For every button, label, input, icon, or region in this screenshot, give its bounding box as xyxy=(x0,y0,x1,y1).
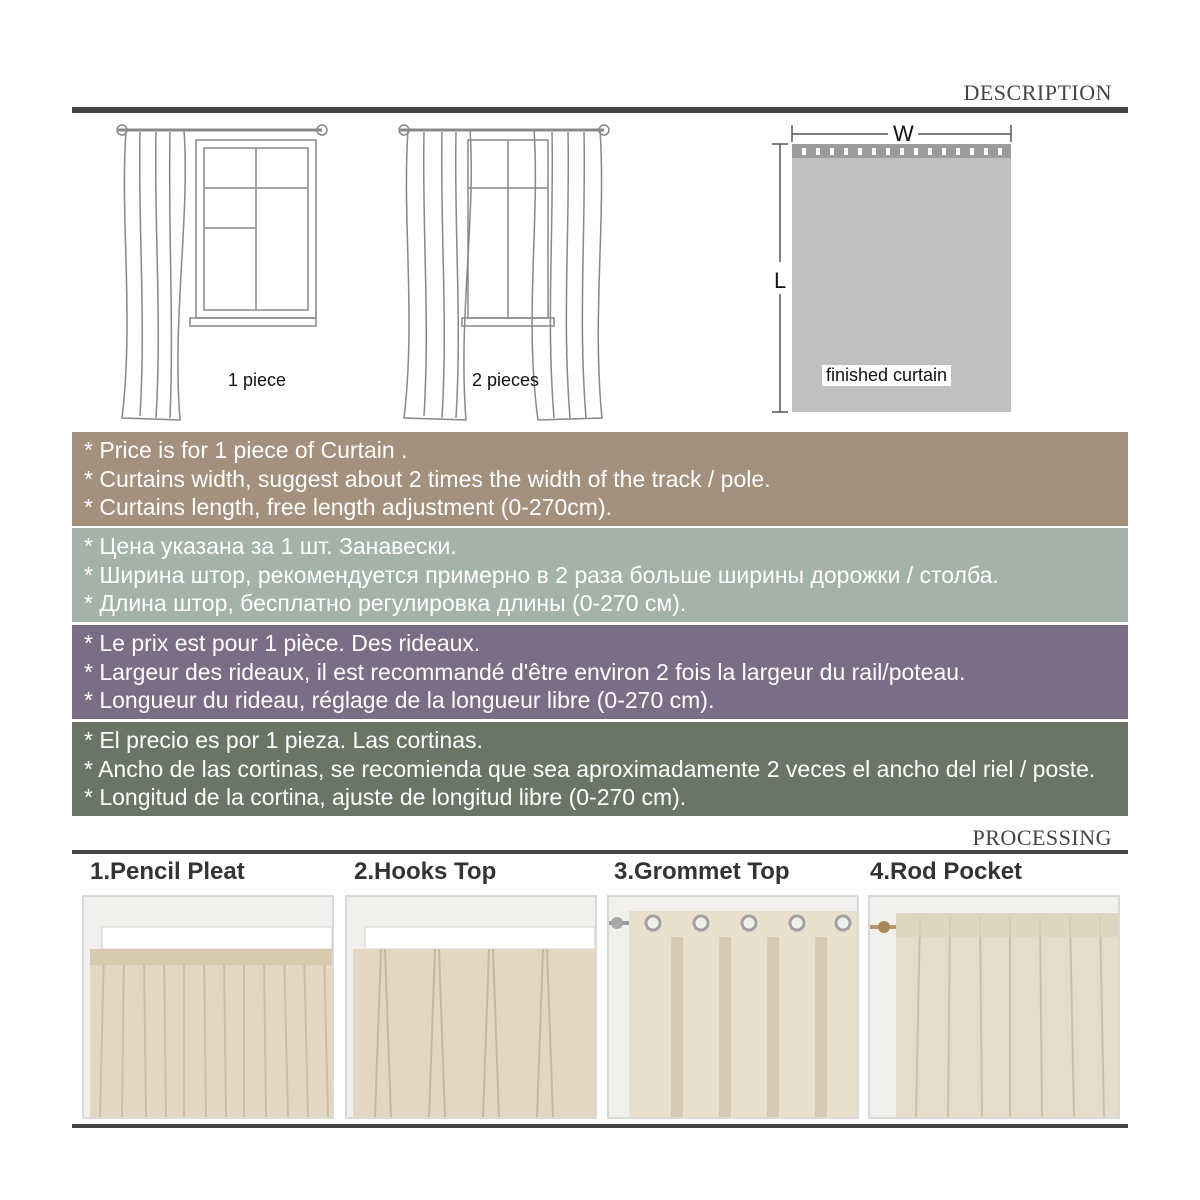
processing-heading: PROCESSING xyxy=(972,825,1112,850)
info-line: * Ancho de las cortinas, se recomienda que sea aproximadamente 2 veces el ancho del riel / poste. xyxy=(84,755,1096,782)
info-block-russian xyxy=(72,528,1128,622)
info-line: * Curtains length, free length adjustment (0-270cm). xyxy=(84,494,612,520)
two-pieces-label: 2 pieces xyxy=(472,370,540,390)
info-line: * Longueur du rideau, réglage de la longueur libre (0-270 cm). xyxy=(84,687,715,713)
grommet-top-title: 3.Grommet Top xyxy=(614,858,790,885)
pencil-pleat-photo xyxy=(82,895,334,1119)
rod-pocket-title: 4.Rod Pocket xyxy=(870,858,1023,885)
rod-pocket-photo xyxy=(868,895,1120,1119)
info-line: * El precio es por 1 pieza. Las cortinas. xyxy=(84,727,483,753)
info-block-spanish xyxy=(72,722,1128,816)
info-line: * Price is for 1 piece of Curtain . xyxy=(84,437,408,463)
hooks-top-title: 2.Hooks Top xyxy=(354,858,497,885)
one-piece-diagram xyxy=(110,118,340,428)
grommet-top-photo xyxy=(607,895,859,1119)
info-block-french xyxy=(72,625,1128,719)
hooks-top-photo xyxy=(345,895,597,1119)
processing-rule xyxy=(72,850,1128,854)
info-line: * Le prix est pour 1 pièce. Des rideaux. xyxy=(84,630,481,656)
description-rule xyxy=(72,107,1128,113)
pencil-pleat-title: 1.Pencil Pleat xyxy=(90,858,245,885)
info-line: * Largeur des rideaux, il est recommandé d'être environ 2 fois la largeur du rail/poteau. xyxy=(84,658,966,685)
info-line: * Longitud de la cortina, ajuste de longitud libre (0-270 cm). xyxy=(84,784,687,810)
info-line: * Curtains width, suggest about 2 times the width of the track / pole. xyxy=(84,465,771,492)
width-label: W xyxy=(893,121,914,146)
finished-curtain-label: finished curtain xyxy=(822,365,951,386)
description-heading: DESCRIPTION xyxy=(963,80,1112,105)
info-line: * Длина штор, бесплатно регулировка длины (0-270 см). xyxy=(84,590,687,616)
bottom-rule xyxy=(72,1124,1128,1128)
length-label: L xyxy=(774,268,787,293)
one-piece-label: 1 piece xyxy=(228,370,287,390)
info-line: * Ширина штор, рекомендуется примерно в 2 раза больше ширины дорожки / столба. xyxy=(84,561,999,588)
info-line: * Цена указана за 1 шт. Занавески. xyxy=(84,533,457,559)
info-block-english xyxy=(72,432,1128,526)
